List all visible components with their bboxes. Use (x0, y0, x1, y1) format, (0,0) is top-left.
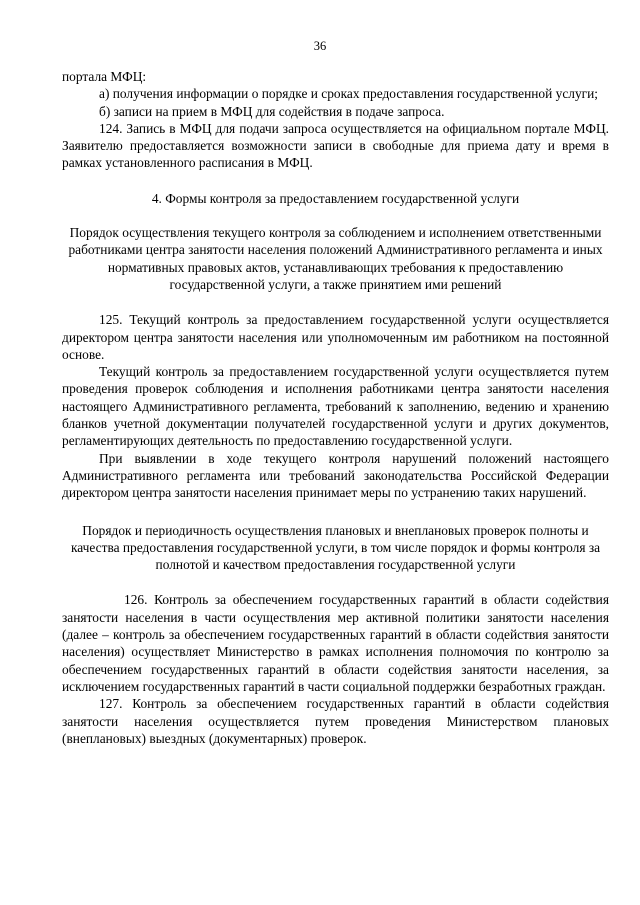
paragraph-127: 127. Контроль за обеспечением государственных гарантий в области содействия занятости населения осуществляется путем проведения Министерством плановых (внеплановых) выездных (документарных) проверок. (62, 696, 609, 746)
subsection-heading-inspections: Порядок и периодичность осуществления плановых и внеплановых проверок полноты и качества предоставления государственной услуги, в том числе порядок и формы контроля за полнотой и качеством предоставления государственной услуги (70, 522, 601, 573)
list-item-b: б) записи на прием в МФЦ для содействия в подаче запроса. (99, 103, 445, 119)
paragraph-current-control: Текущий контроль за предоставлением государственной услуги осуществляется путем проведения проверок соблюдения и исполнения работниками центра занятости населения настоящего Административного регламента, требований к заполнению, ведению и хранению бланков учетной документации получателей государственной услуги и других документов, регламентирующих деятельность по предоставлению государственной услуги. (62, 364, 609, 449)
paragraph-continuation: портала МФЦ: (62, 69, 147, 84)
list-item-a: а) получения информации о порядке и сроках предоставления государственной услуги; (99, 86, 599, 102)
page-number: 36 (313, 39, 327, 53)
document-body (62, 68, 609, 747)
paragraph-126: 126. Контроль за обеспечением государственных гарантий в области содействия занятости населения в части осуществления мер активной политики занятости населения (далее – контроль за обеспечением государственных гарантий в области содействия занятости населения) осуществляет Министерство в рамках исполнения полномочия по контролю за обеспечением государственных гарантий в области содействия занятости населения, за исключением государственных гарантий в части социальной поддержки безработных граждан. (62, 592, 609, 694)
paragraph-124: 124. Запись в МФЦ для подачи запроса осуществляется на официальном портале МФЦ. Заявителю предоставляется возможности записи в свободные для приема дату и время в рамках установленного расписания в МФЦ. (62, 120, 609, 171)
paragraph-125: 125. Текущий контроль за предоставлением государственной услуги осуществляется директором центра занятости населения или уполномоченным им работником на постоянной основе. (62, 312, 609, 362)
subsection-heading-current-control: Порядок осуществления текущего контроля за соблюдением и исполнением ответственными работниками центра занятости населения положений Административного регламента и иных нормативных правовых актов, устанавливающих требования к предоставлению государственной услуги, а также принятием ими решений (68, 225, 603, 292)
paragraph-violations: При выявлении в ходе текущего контроля нарушений положений настоящего Административного регламента или требований законодательства Российской Федерации директором центра занятости населения принимает меры по устранению таких нарушений. (62, 450, 609, 501)
section-heading: 4. Формы контроля за предоставлением государственной услуги (151, 190, 520, 206)
